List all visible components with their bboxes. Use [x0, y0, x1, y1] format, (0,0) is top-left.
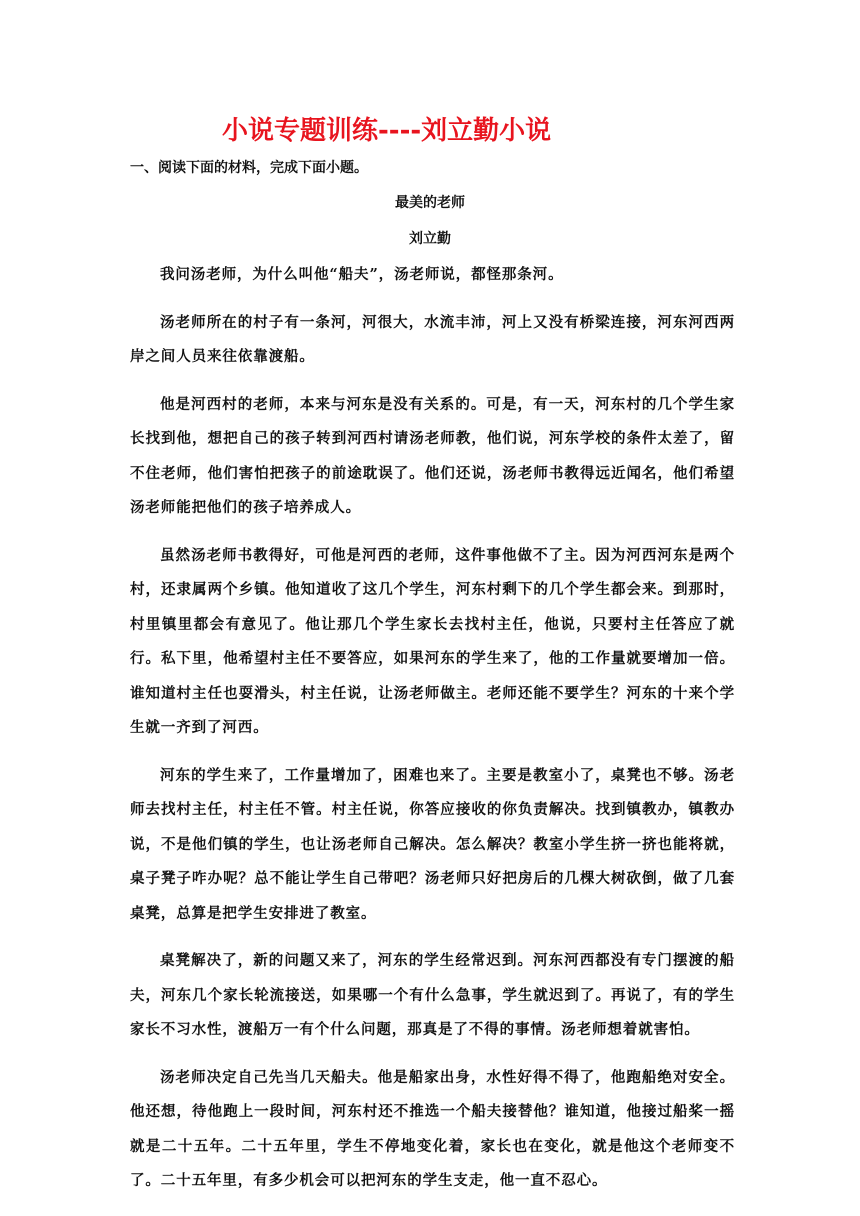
story-body	[130, 258, 735, 1212]
paragraph: 桌凳解决了，新的问题又来了，河东的学生经常迟到。河东河西都没有专门摆渡的船夫，河东几个家长轮流接送，如果哪一个有什么急事，学生就迟到了。再说了，有的学生家长不习水性，渡船万一有个什么问题，那真是了不得的事情。汤老师想着就害怕。	[130, 952, 735, 1038]
story-title: 最美的老师	[395, 195, 465, 211]
paragraph: 我问汤老师，为什么叫他“船夫”，汤老师说，都怪那条河。	[160, 266, 564, 283]
paragraph: 他是河西村的老师，本来与河东是没有关系的。可是，有一天，河东村的几个学生家长找到他，想把自己的孩子转到河西村请汤老师教，他们说，河东学校的条件太差了，留不住老师，他们害怕把孩子的前途耽误了。他们还说，汤老师书教得远近闻名，他们希望汤老师能把他们的孩子培养成人。	[130, 395, 735, 516]
story-author: 刘立勤	[409, 231, 451, 247]
paragraph: 河东的学生来了，工作量增加了，困难也来了。主要是教室小了，桌凳也不够。汤老师去找村主任，村主任不管。村主任说，你答应接收的你负责解决。找到镇教办，镇教办说，不是他们镇的学生，也让汤老师自己解决。怎么解决？教室小学生挤一挤也能将就，桌子凳子咋办呢？总不能让学生自己带吧？汤老师只好把房后的几棵大树砍倒，做了几套桌凳，总算是把学生安排进了教室。	[130, 766, 735, 922]
paragraph: 虽然汤老师书教得好，可他是河西的老师，这件事他做不了主。因为河西河东是两个村，还隶属两个乡镇。他知道收了这几个学生，河东村剩下的几个学生都会来。到那时，村里镇里都会有意见了。他让那几个学生家长去找村主任，他说，只要村主任答应了就行。私下里，他希望村主任不要答应，如果河东的学生来了，他的工作量就要增加一倍。谁知道村主任也耍滑头，村主任说，让汤老师做主。老师还能不要学生？河东的十来个学生就一齐到了河西。	[130, 546, 735, 736]
page-title: 小说专题训练----刘立勤小说	[222, 116, 552, 146]
paragraph: 汤老师决定自己先当几天船夫。他是船家出身，水性好得不得了，他跑船绝对安全。他还想，待他跑上一段时间，河东村还不推选一个船夫接替他？谁知道，他接过船桨一摇就是二十五年。二十五年里，学生不停地变化着，家长也在变化，就是他这个老师变不了。二十五年里，有多少机会可以把河东的学生支走，他一直不忍心。	[130, 1068, 735, 1189]
section-heading: 一、阅读下面的材料，完成下面小题。	[130, 160, 368, 176]
paragraph: 汤老师所在的村子有一条河，河很大，水流丰沛，河上又没有桥梁连接，河东河西两岸之间人员来往依靠渡船。	[130, 313, 735, 365]
